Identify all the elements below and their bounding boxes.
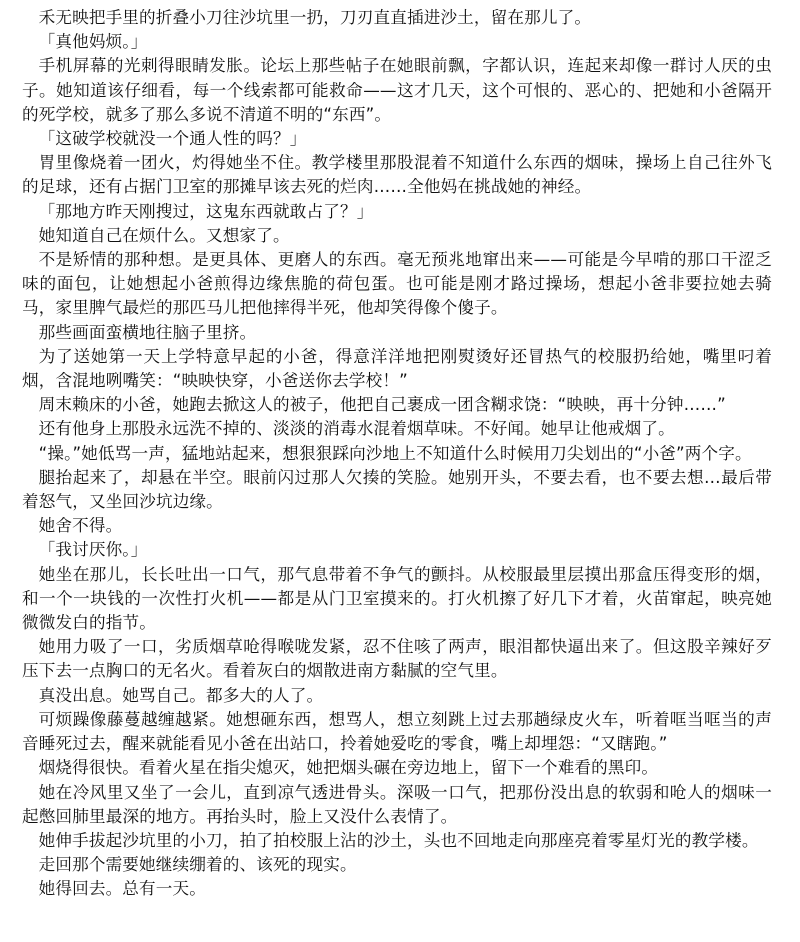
paragraph: 她知道自己在烦什么。又想家了。 [38, 225, 290, 245]
paragraph: 她用力吸了一口，劣质烟草呛得喉咙发紧，忍不住咳了两声，眼泪都快逼出来了。但这股辛辣好歹压下去一点胸口的无名火。看着灰白的烟散进南方黏腻的空气里。 [22, 637, 772, 681]
paragraph: 走回那个需要她继续绷着的、该死的现实。 [38, 855, 357, 875]
paragraph: 不是矫情的那种想。是更具体、更磨人的东西。毫无预兆地窜出来——可能是今早啃的那口干涩乏味的面包，让她想起小爸煎得边缘焦脆的荷包蛋。也可能是刚才路过操场，想起小爸非要拉她去骑马，家里脾气最烂的那匹马儿把他摔得半死，他却笑得像个傻子。 [22, 250, 772, 318]
paragraph: 她舍不得。 [38, 516, 123, 536]
story-text [22, 6, 772, 902]
paragraph: 胃里像烧着一团火，灼得她坐不住。教学楼里那股混着不知道什么东西的烟味，操场上自己往外飞的足球，还有占据门卫室的那摊早该去死的烂肉……全他妈在挑战她的神经。 [22, 153, 772, 197]
paragraph: 她伸手拔起沙坑里的小刀，拍了拍校服上沾的沙土，头也不回地走向那座亮着零星灯光的教学楼。 [38, 830, 759, 850]
dialogue-line: 「这破学校就没一个通人性的吗？」 [38, 129, 307, 149]
paragraph: 她得回去。总有一天。 [38, 879, 207, 899]
dialogue-line: 「那地方昨天刚搜过，这鬼东西就敢占了？」 [38, 201, 374, 221]
paragraph: 她坐在那儿，长长吐出一口气，那气息带着不争气的颤抖。从校服最里层摸出那盒压得变形的烟，和一个一块钱的一次性打火机——都是从门卫室摸来的。打火机擦了好几下才着，火苗窜起，映亮她微微发白的指节。 [22, 564, 772, 633]
paragraph: 手机屏幕的光刺得眼睛发胀。论坛上那些帖子在她眼前飘，字都认识，连起来却像一群讨人厌的虫子。她知道该仔细看，每一个线索都可能救命——这才几天，这个可恨的、恶心的、把她和小爸隔开的死学校，就多了那么多说不清道不明的“东西”。 [22, 56, 772, 124]
paragraph: 禾无映把手里的折叠小刀往沙坑里一扔，刀刃直直插进沙土，留在那儿了。 [38, 8, 592, 27]
paragraph: 腿抬起来了，却悬在半空。眼前闪过那人欠揍的笑脸。她别开头，不要去看，也不要去想…最后带着怒气，又坐回沙坑边缘。 [22, 467, 772, 512]
paragraph: 她在冷风里又坐了一会儿，直到凉气透进骨头。深吸一口气，把那份没出息的软弱和呛人的烟味一起憋回肺里最深的地方。再抬头时，脸上又没什么表情了。 [22, 782, 772, 826]
paragraph: 还有他身上那股永远洗不掉的、淡淡的消毒水混着烟草味。不好闻。她早让他戒烟了。 [38, 419, 675, 439]
paragraph: “操。”她低骂一声，猛地站起来，想狠狠踩向沙地上不知道什么时候用刀尖划出的“小爸”两个字。 [38, 443, 752, 463]
paragraph: 那些画面蛮横地往脑子里挤。 [38, 322, 257, 342]
dialogue-line: 「真他妈烦。」 [38, 32, 148, 52]
paragraph: 烟烧得很快。看着火星在指尖熄灭，她把烟头碾在旁边地上，留下一个难看的黑印。 [38, 758, 659, 778]
paragraph: 可烦躁像藤蔓越缠越紧。她想砸东西，想骂人，想立刻跳上过去那趟绿皮火车，听着哐当哐当的声音睡死过去，醒来就能看见小爸在出站口，拎着她爱吃的零食，嘴上却埋怨：“又瞎跑。” [22, 709, 772, 754]
paragraph: 真没出息。她骂自己。都多大的人了。 [38, 685, 324, 705]
dialogue-line: 「我讨厌你。」 [38, 540, 148, 560]
paragraph: 周末赖床的小爸，她跑去掀这人的被子，他把自己裹成一团含糊求饶：“映映，再十分钟……” [38, 395, 726, 415]
paragraph: 为了送她第一天上学特意早起的小爸，得意洋洋地把刚熨烫好还冒热气的校服扔给她，嘴里叼着烟，含混地咧嘴笑：“映映快穿，小爸送你去学校！” [22, 346, 772, 391]
